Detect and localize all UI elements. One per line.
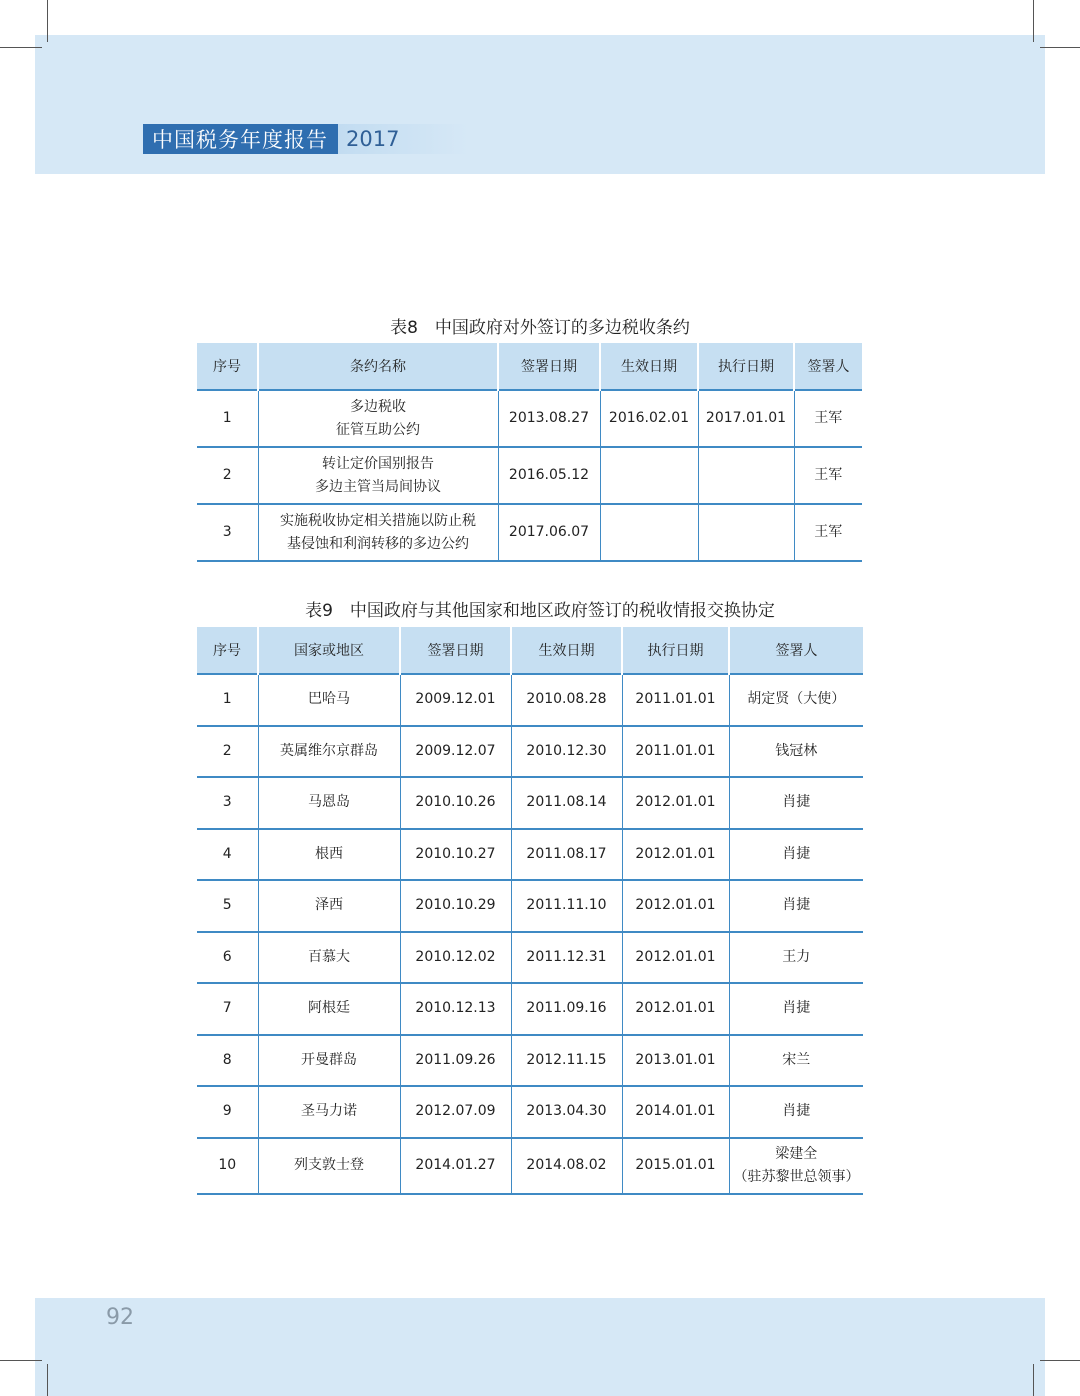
cell-sign-date: 2017.06.07	[498, 504, 600, 561]
cell-index: 8	[197, 1035, 258, 1087]
cell-index: 2	[197, 726, 258, 778]
cell-signatory: 宋兰	[729, 1035, 863, 1087]
crop-mark	[1033, 1364, 1034, 1396]
cell-index: 3	[197, 504, 258, 561]
col-header-execution-date: 执行日期	[622, 627, 729, 674]
cell-index: 10	[197, 1138, 258, 1194]
cell-execution-date: 2011.01.01	[622, 726, 729, 778]
cell-execution-date: 2014.01.01	[622, 1086, 729, 1138]
cell-index: 4	[197, 829, 258, 881]
cell-sign-date: 2014.01.27	[400, 1138, 511, 1194]
cell-sign-date: 2010.10.26	[400, 777, 511, 829]
cell-sign-date: 2009.12.01	[400, 674, 511, 726]
crop-mark	[0, 47, 42, 48]
cell-signatory: 王军	[794, 504, 862, 561]
cell-effective-date: 2011.09.16	[511, 983, 622, 1035]
table9-caption: 表9 中国政府与其他国家和地区政府签订的税收情报交换协定	[305, 601, 775, 621]
crop-mark	[1033, 0, 1034, 42]
footer-band	[35, 1298, 1045, 1396]
table-row	[197, 674, 863, 726]
cell-sign-date: 2011.09.26	[400, 1035, 511, 1087]
cell-sign-date: 2013.08.27	[498, 390, 600, 447]
table9	[197, 627, 863, 1195]
cell-effective-date: 2011.08.14	[511, 777, 622, 829]
cell-country: 列支敦士登	[258, 1138, 400, 1194]
cell-sign-date: 2010.12.13	[400, 983, 511, 1035]
cell-index: 2	[197, 447, 258, 504]
cell-execution-date	[698, 504, 794, 561]
table-row	[197, 932, 863, 984]
table-row	[197, 880, 863, 932]
table8-caption: 表8 中国政府对外签订的多边税收条约	[390, 318, 690, 338]
cell-effective-date: 2010.12.30	[511, 726, 622, 778]
cell-treaty: 实施税收协定相关措施以防止税 基侵蚀和利润转移的多边公约	[258, 504, 498, 561]
cell-country: 圣马力诺	[258, 1086, 400, 1138]
col-header-sign-date: 签署日期	[400, 627, 511, 674]
cell-index: 3	[197, 777, 258, 829]
cell-country: 泽西	[258, 880, 400, 932]
col-header-signatory: 签署人	[794, 343, 862, 390]
cell-country: 百慕大	[258, 932, 400, 984]
crop-mark	[1040, 1360, 1080, 1361]
cell-execution-date: 2012.01.01	[622, 829, 729, 881]
cell-index: 7	[197, 983, 258, 1035]
cell-country: 阿根廷	[258, 983, 400, 1035]
cell-effective-date: 2014.08.02	[511, 1138, 622, 1194]
cell-execution-date: 2012.01.01	[622, 777, 729, 829]
crop-mark	[47, 1364, 48, 1396]
table-row	[197, 1035, 863, 1087]
cell-execution-date: 2012.01.01	[622, 880, 729, 932]
table-row	[197, 1086, 863, 1138]
cell-signatory: 肖捷	[729, 1086, 863, 1138]
crop-mark	[47, 0, 48, 42]
cell-execution-date	[698, 447, 794, 504]
table-row	[197, 390, 862, 447]
col-header-country: 国家或地区	[258, 627, 400, 674]
col-header-signatory: 签署人	[729, 627, 863, 674]
cell-sign-date: 2010.10.29	[400, 880, 511, 932]
cell-effective-date: 2011.12.31	[511, 932, 622, 984]
table-row	[197, 726, 863, 778]
table8-header-row	[197, 343, 862, 390]
table-row	[197, 777, 863, 829]
cell-effective-date: 2012.11.15	[511, 1035, 622, 1087]
col-header-treaty: 条约名称	[258, 343, 498, 390]
cell-execution-date: 2012.01.01	[622, 932, 729, 984]
cell-country: 开曼群岛	[258, 1035, 400, 1087]
cell-effective-date	[600, 447, 698, 504]
col-header-effective-date: 生效日期	[511, 627, 622, 674]
cell-treaty: 转让定价国别报告 多边主管当局间协议	[258, 447, 498, 504]
cell-country: 根西	[258, 829, 400, 881]
col-header-effective-date: 生效日期	[600, 343, 698, 390]
cell-signatory: 肖捷	[729, 829, 863, 881]
cell-effective-date: 2013.04.30	[511, 1086, 622, 1138]
cell-effective-date: 2011.11.10	[511, 880, 622, 932]
cell-country: 巴哈马	[258, 674, 400, 726]
cell-effective-date: 2011.08.17	[511, 829, 622, 881]
crop-mark	[1040, 47, 1080, 48]
cell-execution-date: 2011.01.01	[622, 674, 729, 726]
cell-index: 9	[197, 1086, 258, 1138]
col-header-index: 序号	[197, 627, 258, 674]
cell-execution-date: 2013.01.01	[622, 1035, 729, 1087]
table-row	[197, 447, 862, 504]
cell-effective-date	[600, 504, 698, 561]
cell-execution-date: 2012.01.01	[622, 983, 729, 1035]
cell-sign-date: 2016.05.12	[498, 447, 600, 504]
cell-signatory: 王军	[794, 390, 862, 447]
cell-index: 5	[197, 880, 258, 932]
report-title: 中国税务年度报告	[143, 124, 338, 154]
table8	[197, 343, 862, 562]
col-header-sign-date: 签署日期	[498, 343, 600, 390]
page-number: 92	[106, 1305, 134, 1330]
cell-signatory: 梁建全 （驻苏黎世总领事）	[729, 1138, 863, 1194]
col-header-index: 序号	[197, 343, 258, 390]
cell-signatory: 肖捷	[729, 880, 863, 932]
report-year: 2017	[338, 124, 469, 154]
cell-index: 1	[197, 674, 258, 726]
cell-execution-date: 2017.01.01	[698, 390, 794, 447]
cell-sign-date: 2010.10.27	[400, 829, 511, 881]
table-row	[197, 983, 863, 1035]
cell-sign-date: 2010.12.02	[400, 932, 511, 984]
cell-signatory: 王力	[729, 932, 863, 984]
cell-signatory: 钱冠林	[729, 726, 863, 778]
table-row	[197, 829, 863, 881]
cell-signatory: 肖捷	[729, 777, 863, 829]
col-header-execution-date: 执行日期	[698, 343, 794, 390]
crop-mark	[0, 1360, 42, 1361]
table-row	[197, 1138, 863, 1194]
table-row	[197, 504, 862, 561]
running-header	[143, 124, 469, 154]
cell-index: 1	[197, 390, 258, 447]
cell-country: 英属维尔京群岛	[258, 726, 400, 778]
cell-sign-date: 2009.12.07	[400, 726, 511, 778]
cell-index: 6	[197, 932, 258, 984]
cell-signatory: 王军	[794, 447, 862, 504]
table9-header-row	[197, 627, 863, 674]
cell-signatory: 肖捷	[729, 983, 863, 1035]
cell-signatory: 胡定贤（大使）	[729, 674, 863, 726]
cell-treaty: 多边税收 征管互助公约	[258, 390, 498, 447]
cell-effective-date: 2010.08.28	[511, 674, 622, 726]
cell-sign-date: 2012.07.09	[400, 1086, 511, 1138]
cell-effective-date: 2016.02.01	[600, 390, 698, 447]
cell-execution-date: 2015.01.01	[622, 1138, 729, 1194]
cell-country: 马恩岛	[258, 777, 400, 829]
